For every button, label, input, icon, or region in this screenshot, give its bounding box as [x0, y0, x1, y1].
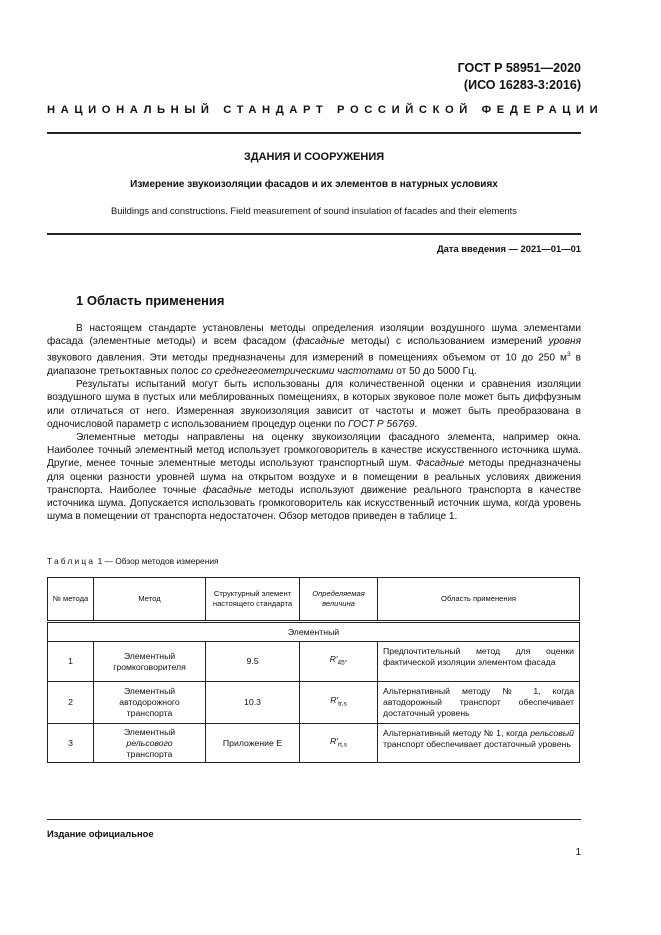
title-divider [47, 233, 581, 235]
paragraph-2: Результаты испытаний могут быть использованы для количественной оценки и сравнения изоляции воздушного шума в пустых или меблированных помещениях, в которых звуковое поле может быть диффузным или отличаться от него. Измеренная звукоизоляция зависит от частоты и может быть преобразована в одночисловой параметр с использованием процедур оценки по ГОСТ Р 56769. [47, 379, 581, 430]
table-caption: Таблица 1 — Обзор методов измерения [47, 556, 219, 566]
section-heading: 1 Область применения [76, 293, 225, 308]
gost-number: ГОСТ Р 58951—2020 [457, 61, 581, 75]
cell-element: 9.5 [206, 642, 300, 682]
cell-quantity: $R'_{45^\circ}$ [300, 642, 378, 682]
page-number: 1 [575, 847, 581, 858]
header-quantity: Определяемая величина [300, 578, 378, 622]
section-body [47, 322, 581, 523]
cell-number: 2 [48, 682, 94, 724]
paragraph-1: В настоящем стандарте установлены методы определения изоляции воздушного шума элементами фасада (элементные методы) и всем фасадом (фасадные методы) с использованием измерений уровня звукового давления. Эти методы предназначены для измерений в помещениях объемом от 10 до 250 $м^3$ в диапазоне третьоктавных полос со среднегеометрическими частотами от 50 до 5000 Гц. [47, 323, 582, 377]
header-application-area: Область применения [378, 578, 580, 622]
introduction-date: Дата введения — 2021—01—01 [436, 243, 581, 254]
iso-reference: (ИСО 16283-3:2016) [463, 78, 581, 92]
subtitle-en: Buildings and constructions. Field measurement of sound insulation of facades and their elements [111, 205, 517, 216]
cell-quantity: $R'_{rt,s}$ [300, 724, 378, 763]
table-row [48, 682, 580, 724]
header-method-number: № метода [48, 578, 94, 622]
subtitle-ru: Измерение звукоизоляции фасадов и их элементов в натурных условиях [130, 179, 498, 190]
cell-quantity: $R'_{tr,s}$ [300, 682, 378, 724]
header-structural-element: Структурный элемент настоящего стандарта [206, 578, 300, 622]
paragraph-3: Элементные методы направлены на оценку звукоизоляции фасадного элемента, например окна. Наиболее точный элементный метод использует громкоговоритель в качестве искусственного источника шума. Другие, менее точные элементные методы используют транспортный шум. Фасадные методы предназначены для оценки разности уровней шума на открытом воздухе и в помещении в реальных условиях движения транспорта. Наиболее точные фасадные методы используют движение реального транспорта в качестве источника шума. Допускается использовать громкоговоритель как искусственный источник шума, когда уровень шума в помещении от транспорта недостаточен. Обзор методов приведен в таблице 1. [47, 431, 581, 523]
edition-label: Издание официальное [47, 828, 154, 839]
header-divider [47, 132, 581, 134]
cell-method: Элементный громкоговорителя [94, 642, 206, 682]
cell-application: Альтернативный методу № 1, когда автодорожный транспорт обеспечивает достаточный уровень [378, 682, 580, 724]
cell-method: Элементный автодорожного транспорта [94, 682, 206, 724]
methods-table [47, 577, 580, 763]
national-standard-banner: НАЦИОНАЛЬНЫЙ СТАНДАРТ РОССИЙСКОЙ ФЕДЕРАЦИИ [47, 104, 604, 116]
document-code [458, 60, 581, 94]
table-header-row [48, 578, 580, 622]
cell-application: Предпочтительный метод для оценки фактической изоляции элементом фасада [378, 642, 580, 682]
main-title: ЗДАНИЯ И СООРУЖЕНИЯ [243, 151, 385, 163]
footer-divider [47, 819, 581, 820]
table-row [48, 724, 580, 763]
cell-method: Элементный рельсового транспорта [94, 724, 206, 763]
group-label: Элементный [48, 622, 580, 642]
cell-element: Приложение Е [206, 724, 300, 763]
cell-number: 3 [48, 724, 94, 763]
table-row [48, 642, 580, 682]
cell-element: 10.3 [206, 682, 300, 724]
cell-number: 1 [48, 642, 94, 682]
cell-application: Альтернативный методу № 1, когда рельсовый транспорт обеспечивает достаточный уровень [378, 724, 580, 763]
header-method: Метод [94, 578, 206, 622]
table-group-row [48, 622, 580, 642]
